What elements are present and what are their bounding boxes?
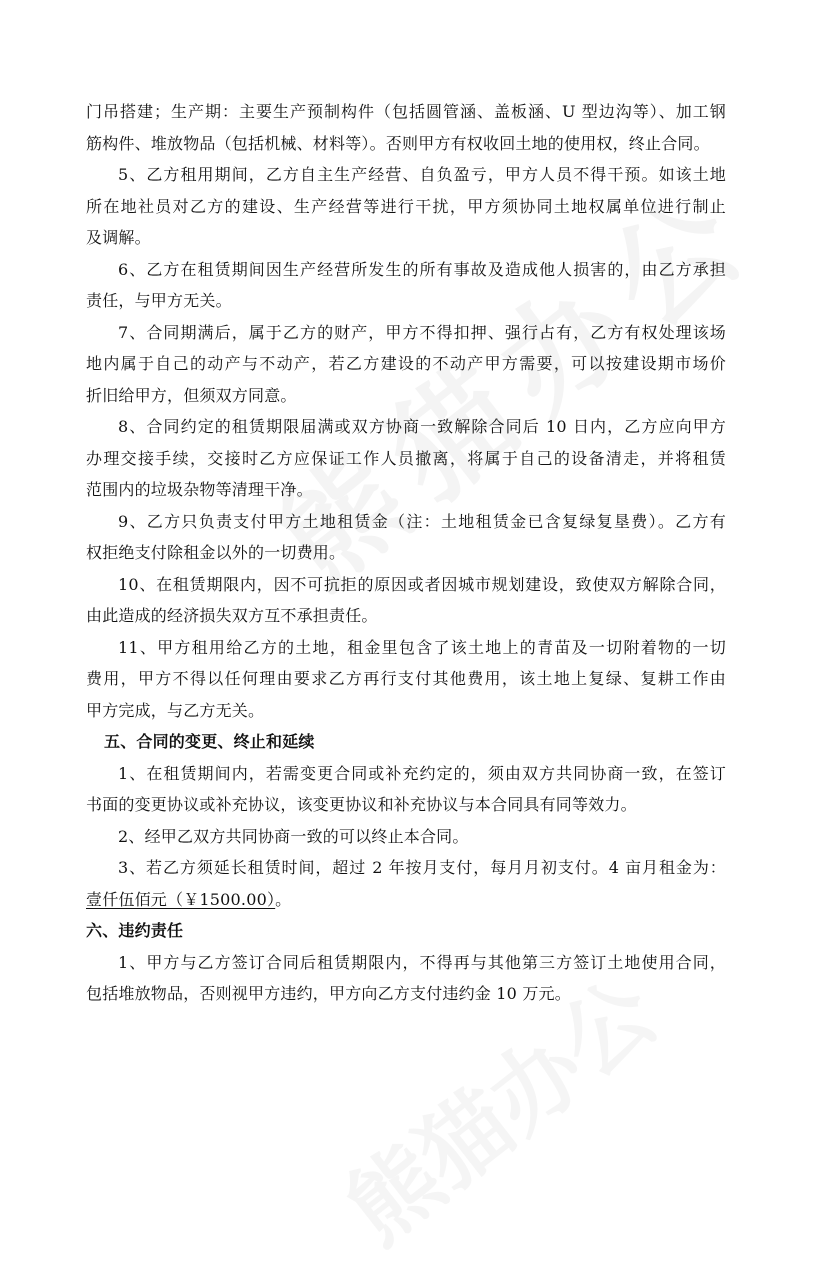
clause-6 (86, 254, 726, 317)
text-line: 所在地社员对乙方的建设、生产经营等进行干扰，甲方须协同土地权属单位进行制止 (86, 196, 726, 216)
clause-5 (86, 159, 726, 254)
text-line: 9、乙方只负责支付甲方土地租赁金（注：土地租赁金已含复绿复垦费）。乙方有 (118, 511, 726, 531)
section-heading-breach-liability: 六、违约责任 (86, 921, 184, 940)
text-line: 门吊搭建；生产期：主要生产预制构件（包括圆管涵、盖板涵、U 型边沟等）、加工钢 (86, 102, 726, 121)
watermark-lower (315, 980, 625, 1259)
text-line: 1、甲方与乙方签订合同后租赁期限内，不得再与其他第三方签订土地使用合同， (118, 952, 726, 972)
section5-clause-1 (86, 758, 726, 821)
text-line: 书面的变更协议或补充协议，该变更协议和补充协议与本合同具有同等效力。 (86, 795, 637, 814)
text-line: 筋构件、堆放物品（包括机械、材料等）。否则甲方有权收回土地的使用权，终止合同。 (86, 133, 710, 153)
text-line: 费用，甲方不得以任何理由要求乙方再行支付其他费用，该土地上复绿、复耕工作由 (86, 669, 726, 688)
clause-9 (86, 506, 726, 569)
document-body (86, 96, 726, 1010)
text-line: 范围内的垃圾杂物等清理干净。 (86, 480, 313, 499)
text-line (86, 884, 726, 916)
paragraph-continuation (86, 96, 726, 159)
text-line: 5、乙方租用期间，乙方自主生产经营、自负盈亏，甲方人员不得干预。如该土地 (118, 165, 726, 184)
clause-8 (86, 411, 726, 506)
text-line: 8、合同约定的租赁期限届满或双方协商一致解除合同后 10 日内，乙方应向甲方 (118, 417, 726, 436)
text-line: 3、若乙方须延长租赁时间，超过 2 年按月支付，每月月初支付。4 亩月租金为： (118, 858, 726, 877)
rent-amount: 壹仟伍佰元（￥1500.00） (86, 889, 276, 909)
sentence-end: 。 (275, 889, 292, 909)
text-line: 甲方完成，与乙方无关。 (86, 700, 265, 720)
text-line: 7、合同期满后，属于乙方的财产，甲方不得扣押、强行占有，乙方有权处理该场 (118, 322, 726, 342)
section6-clause-1 (86, 947, 726, 1010)
clause-11 (86, 632, 726, 727)
text-line: 11、甲方租用给乙方的土地，租金里包含了该土地上的青苗及一切附着物的一切 (118, 637, 726, 657)
text-line: 折旧给甲方，但须双方同意。 (86, 385, 297, 405)
text-line: 2、经甲乙双方共同协商一致的可以终止本合同。 (118, 826, 469, 846)
text-line: 责任，与甲方无关。 (86, 291, 232, 310)
text-line: 包括堆放物品，否则视甲方违约，甲方向乙方支付违约金 10 万元。 (86, 984, 571, 1003)
text-line: 1、在租赁期间内，若需变更合同或补充约定的，须由双方共同协商一致，在签订 (118, 763, 726, 783)
text-line: 由此造成的经济损失双方互不承担责任。 (86, 606, 378, 625)
text-line: 权拒绝支付除租金以外的一切费用。 (86, 543, 346, 562)
text-line: 10、在租赁期限内，因不可抗拒的原因或者因城市规划建设，致使双方解除合同， (118, 574, 726, 594)
clause-10 (86, 569, 726, 632)
text-line: 办理交接手续，交接时乙方应保证工作人员撤离，将属于自己的设备清走，并将租赁 (86, 448, 726, 468)
section5-clause-3 (86, 852, 726, 915)
text-line: 地内属于自己的动产与不动产，若乙方建设的不动产甲方需要，可以按建设期市场价 (86, 354, 726, 373)
section5-clause-2 (86, 821, 726, 853)
clause-7 (86, 317, 726, 412)
text-line: 及调解。 (86, 228, 151, 247)
text-line: 6、乙方在租赁期间因生产经营所发生的所有事故及造成他人损害的，由乙方承担 (118, 259, 726, 279)
section-heading-change-termination: 五、合同的变更、终止和延续 (104, 732, 315, 751)
